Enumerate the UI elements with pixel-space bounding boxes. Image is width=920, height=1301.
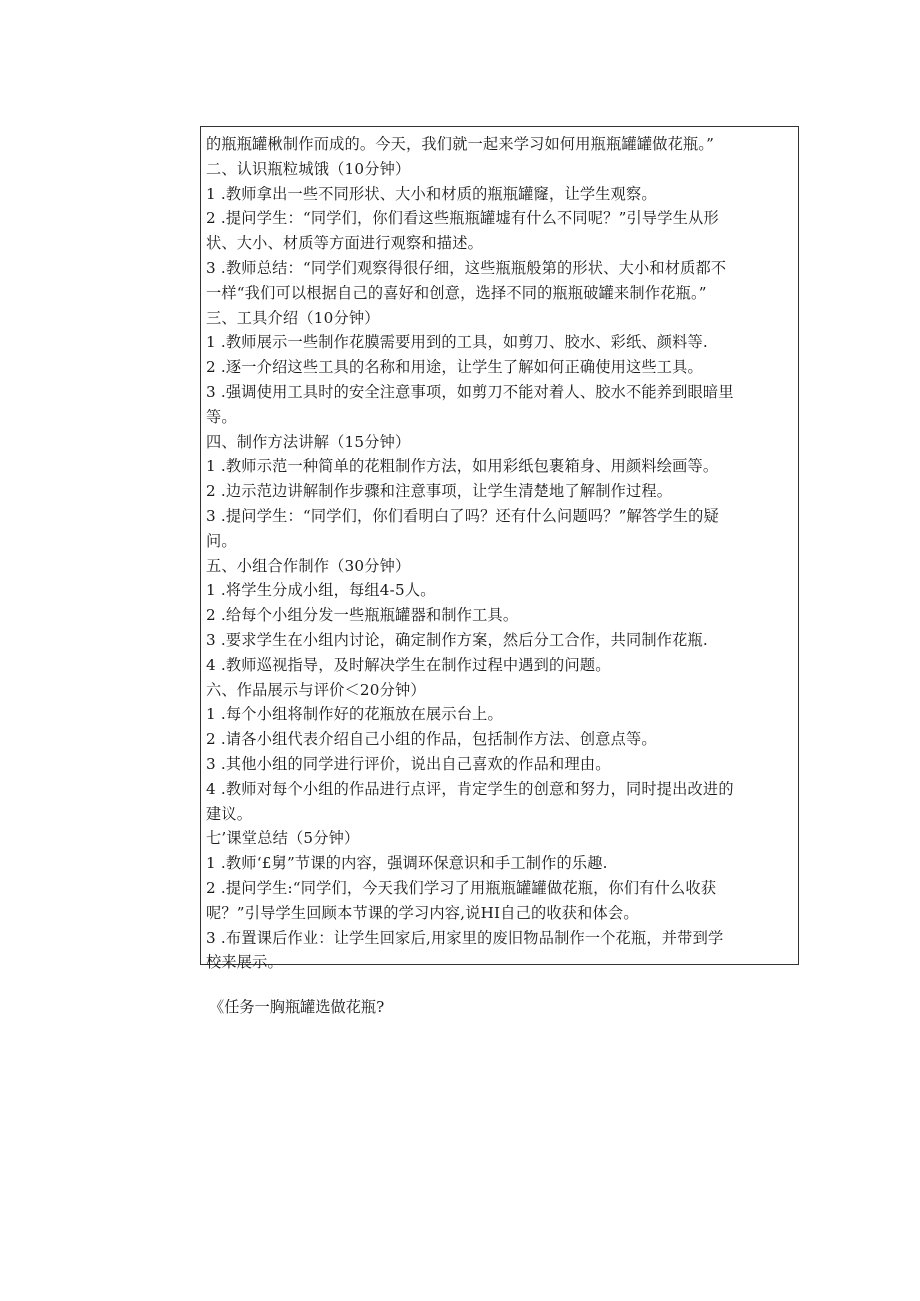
text-line: 3 .其他小组的同学进行评价，说出自己喜欢的作品和理由。 bbox=[206, 754, 611, 773]
lesson-plan-table bbox=[200, 126, 799, 972]
section-heading: 四、制作方法讲解（15分钟） bbox=[206, 432, 411, 451]
text-line: 1 .教师拿出一些不同形状、大小和材质的瓶瓶罐窿，让学生观察。 bbox=[206, 184, 657, 203]
text-line: 2 .提问学生:“同学们，今天我们学习了用瓶瓶罐罐做花瓶，你们有什么收获 bbox=[206, 878, 717, 897]
text-line: 一样“我们可以根据自己的喜好和创意，选择不同的瓶瓶破罐来制作花瓶。” bbox=[206, 283, 707, 302]
text-line: 状、大小、材质等方面进行观察和描述。 bbox=[206, 234, 483, 253]
text-line: 1 .教师‘£舅”节课的内容，强调环保意识和手工制作的乐趣. bbox=[206, 854, 608, 873]
text-line: 2 .给每个小组分发一些瓶瓶罐器和制作工具。 bbox=[206, 606, 519, 625]
lesson-plan-text bbox=[206, 132, 794, 975]
text-line: 1 .教师展示一些制作花膜需要用到的工具，如剪刀、胶水、彩纸、颜料等. bbox=[206, 333, 708, 352]
text-line: 的瓶瓶罐楸制作而成的。今天，我们就一起来学习如何用瓶瓶罐罐做花瓶。” bbox=[206, 135, 715, 153]
document-title-caption: 《任务一胸瓶罐选做花瓶? bbox=[209, 998, 385, 1016]
text-line: 2 .边示范边讲解制作步骤和注意事项，让学生清楚地了解制作过程。 bbox=[206, 482, 673, 501]
section-heading: 三、工具介绍（10分钟） bbox=[206, 308, 380, 327]
section-heading: 六、作品展示与评价＜20分钟） bbox=[206, 680, 426, 699]
text-line: 呢？”引导学生回顾本节课的学习内容,说HI自己的收获和体会。 bbox=[206, 903, 639, 922]
text-line: 4 .教师对每个小组的作品进行点评，肯定学生的创意和努力，同时提出改进的 bbox=[206, 779, 734, 798]
text-line: 1 .每个小组将制作好的花瓶放在展示台上。 bbox=[206, 705, 503, 724]
text-line: 3 .提问学生：“同学们，你们看明白了吗？还有什么问题吗？”解答学生的疑 bbox=[206, 506, 719, 525]
text-line: 2 .逐一介绍这些工具的名称和用途，让学生了解如何正确使用这些工具。 bbox=[206, 358, 703, 377]
text-line: 3 .强调使用工具时的安全注意事项，如剪刀不能对着人、胶水不能养到眼暗里 bbox=[206, 382, 734, 401]
text-line: 建议。 bbox=[206, 804, 253, 823]
text-line: 2 .提问学生：“同学们，你们看这些瓶瓶罐墟有什么不同呢？”引导学生从形 bbox=[206, 209, 719, 228]
section-heading: 七’课堂总结（5分钟） bbox=[206, 829, 360, 848]
text-line: 等。 bbox=[206, 407, 237, 426]
section-heading: 五、小组合作制作（30分钟） bbox=[206, 556, 411, 575]
text-line: 1 .将学生分成小组，每组4-5人。 bbox=[206, 581, 436, 600]
text-line: 3 .要求学生在小组内讨论，确定制作方案，然后分工合作，共同制作花瓶. bbox=[206, 630, 708, 649]
text-line: 问。 bbox=[206, 531, 237, 550]
text-line: 4 .教师巡视指导，及时解决学生在制作过程中遇到的问题。 bbox=[206, 655, 611, 674]
text-line: 校来展示。 bbox=[206, 953, 283, 972]
section-heading: 二、认识瓶粒城饿（10分钟） bbox=[206, 159, 411, 178]
text-line: 3 .布置课后作业：让学生回家后,用家里的废旧物品制作一个花瓶，并带到学 bbox=[206, 928, 724, 947]
text-line: 2 .请各小组代表介绍自己小组的作品，包括制作方法、创意点等。 bbox=[206, 730, 657, 749]
text-line: 1 .教师示范一种简单的花粗制作方法，如用彩纸包裹箱身、用颜料绘画等。 bbox=[206, 457, 719, 476]
text-line: 3 .教师总结：“同学们观察得很仔细，这些瓶瓶般第的形状、大小和材质都不 bbox=[206, 258, 727, 277]
